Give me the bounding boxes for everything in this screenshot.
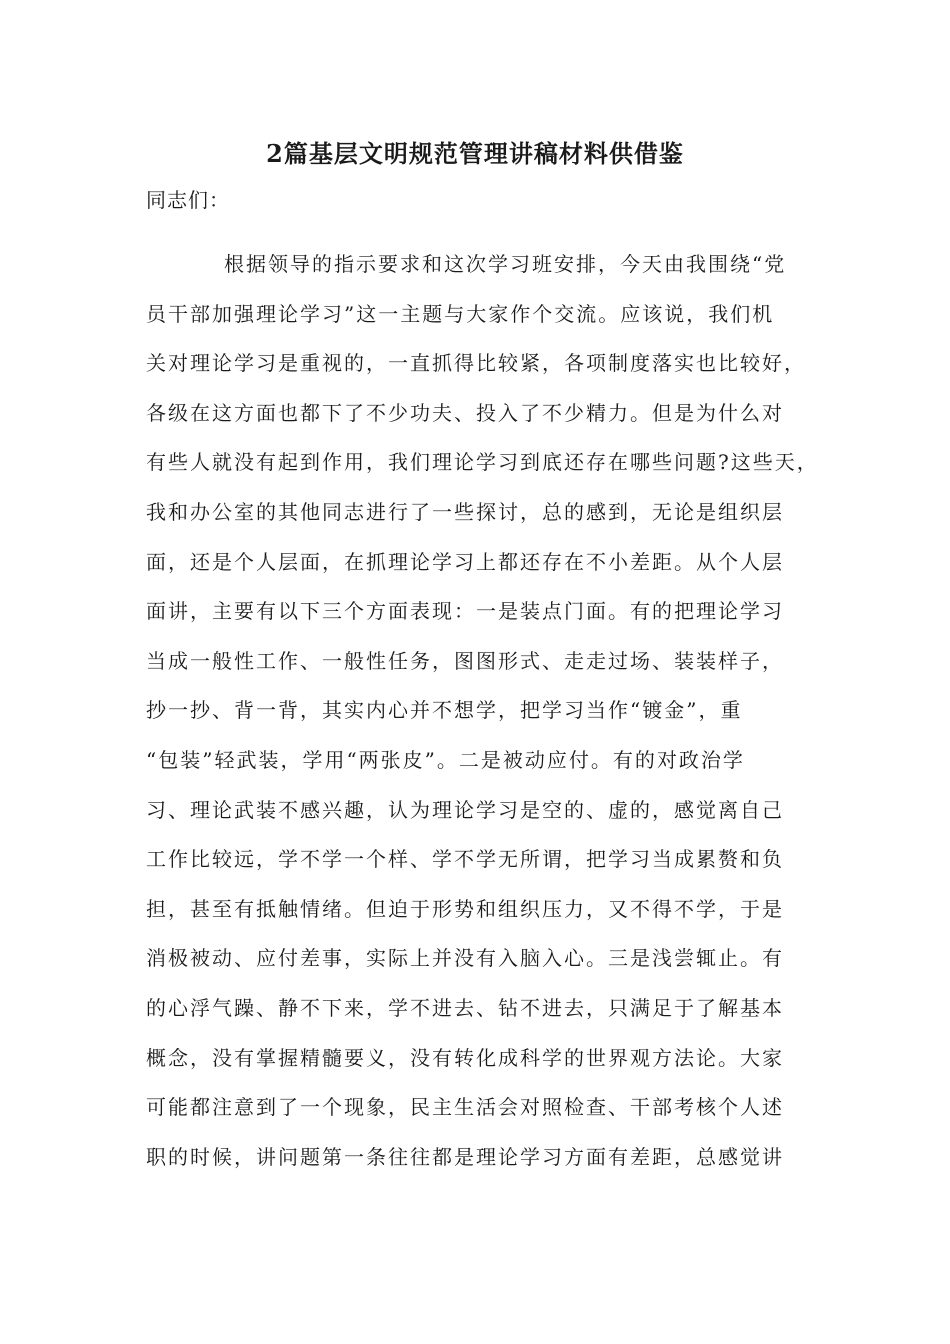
text-line: 职的时候，讲问题第一条往往都是理论学习方面有差距，总感觉讲 xyxy=(146,1144,784,1169)
text-line: 工作比较远，学不学一个样、学不学无所谓，把学习当成累赘和负 xyxy=(146,847,784,872)
text-line: 面，还是个人层面，在抓理论学习上都还存在不小差距。从个人层 xyxy=(146,549,784,574)
text-line: 根据领导的指示要求和这次学习班安排，今天由我围绕“党 xyxy=(224,252,787,276)
body-paragraph xyxy=(146,246,836,1188)
text-line: “包装”轻武装，学用“两张皮”。二是被动应付。有的对政治学 xyxy=(146,747,745,772)
text-line: 的心浮气躁、静不下来，学不进去、钻不进去，只满足于了解基本 xyxy=(146,995,784,1020)
text-line: 可能都注意到了一个现象，民主生活会对照检查、干部考核个人述 xyxy=(146,1095,784,1120)
text-line: 当成一般性工作、一般性任务，图图形式、走走过场、装装样子， xyxy=(146,648,784,673)
document-title: 2篇基层文明规范管理讲稿材料供借鉴 xyxy=(266,139,684,168)
text-line: 消极被动、应付差事，实际上并没有入脑入心。三是浅尝辄止。有 xyxy=(146,946,784,971)
text-line: 习、理论武装不感兴趣，认为理论学习是空的、虚的，感觉离自己 xyxy=(146,797,784,822)
text-line: 概念，没有掌握精髓要义，没有转化成科学的世界观方法论。大家 xyxy=(146,1045,784,1070)
text-line: 担，甚至有抵触情绪。但迫于形势和组织压力，又不得不学，于是 xyxy=(146,896,784,921)
text-line: 关对理论学习是重视的，一直抓得比较紧，各项制度落实也比较好， xyxy=(146,351,806,376)
text-line: 各级在这方面也都下了不少功夫、投入了不少精力。但是为什么对 xyxy=(146,400,784,425)
salutation: 同志们： xyxy=(146,188,230,212)
text-line: 抄一抄、背一背，其实内心并不想学，把学习当作“镀金”，重 xyxy=(146,698,743,723)
text-line: 我和办公室的其他同志进行了一些探讨，总的感到，无论是组织层 xyxy=(146,499,784,524)
text-line: 员干部加强理论学习”这一主题与大家作个交流。应该说，我们机 xyxy=(146,301,775,326)
text-line: 面讲，主要有以下三个方面表现：一是装点门面。有的把理论学习 xyxy=(146,599,784,624)
text-line: 有些人就没有起到作用，我们理论学习到底还存在哪些问题?这些天， xyxy=(146,450,819,475)
